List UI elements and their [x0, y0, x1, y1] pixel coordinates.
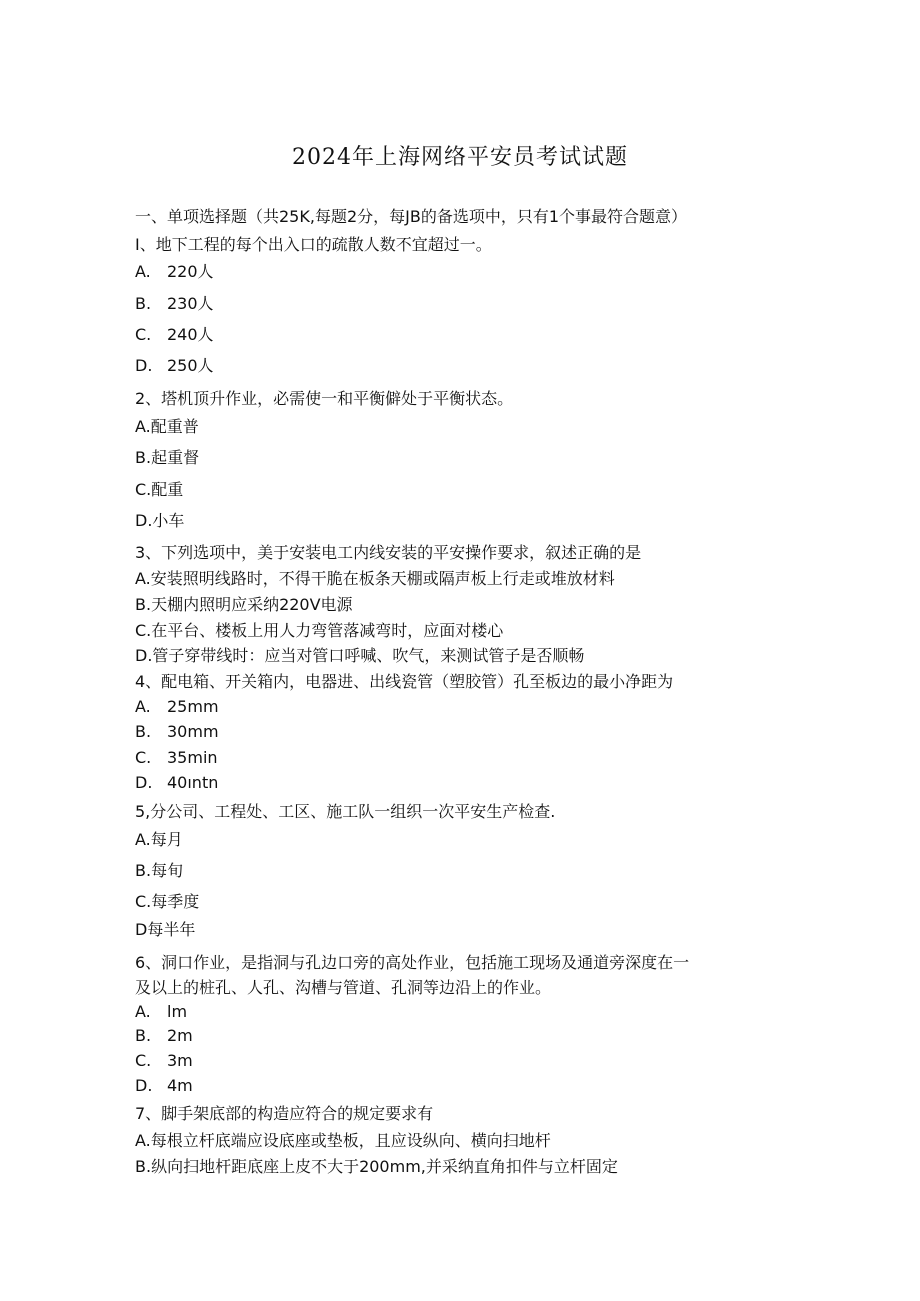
question-4-option-a — [135, 697, 219, 717]
question-3-option-a: A.安装照明线路时，不得干脆在板条天棚或隔声板上行走或堆放材料 — [135, 569, 615, 588]
question-4-stem: 4、配电箱、开关箱内，电器进、出线瓷管（塑胶管）孔至板边的最小净距为 — [135, 672, 674, 691]
option-letter: D. — [135, 773, 153, 792]
option-text: 25mm — [167, 697, 219, 716]
section-heading: 一、单项选择题（共25K,每题2分，每JB的备选项中，只有1个事最符合题意） — [135, 207, 687, 226]
question-4-option-c — [135, 748, 218, 768]
question-3-option-d: D.管子穿带线时：应当对管口呼喊、吹气，来测试管子是否顺畅 — [135, 646, 585, 665]
question-5-stem: 5,分公司、工程处、工区、施工队一组织一次平安生产检查. — [135, 802, 556, 821]
question-1-option-b — [135, 294, 214, 314]
question-1-option-d — [135, 356, 214, 376]
question-2-option-b: B.起重督 — [135, 448, 200, 467]
option-letter: D. — [135, 1076, 153, 1095]
option-letter: C. — [135, 1051, 152, 1070]
document-title: 2024年上海网络平安员考试试题 — [292, 145, 628, 170]
option-letter: A. — [135, 1002, 151, 1021]
option-text: 4m — [167, 1076, 193, 1095]
question-3-stem: 3、下列选项中，美于安装电工内线安装的平安操作要求，叙述正确的是 — [135, 543, 642, 562]
option-text: 220人 — [167, 262, 214, 281]
option-text: 40ıntn — [167, 773, 219, 792]
option-text: 240人 — [167, 325, 214, 344]
question-2-option-d: D.小车 — [135, 511, 185, 530]
question-6-option-b — [135, 1026, 193, 1046]
question-7-option-a: A.每根立杆底端应设底座或垫板，且应设纵向、横向扫地杆 — [135, 1131, 551, 1150]
option-letter: D. — [135, 356, 153, 375]
option-text: lm — [167, 1002, 188, 1021]
question-6-option-d — [135, 1076, 193, 1096]
option-text: 30mm — [167, 722, 219, 741]
question-3-option-c: C.在平台、楼板上用人力弯管落减弯时，应面对楼心 — [135, 621, 504, 640]
question-5-option-c: C.每季度 — [135, 892, 200, 911]
option-text: 3m — [167, 1051, 193, 1070]
question-2-stem: 2、塔机顶升作业，必需使一和平衡僻处于平衡状态。 — [135, 389, 514, 408]
question-1-option-a — [135, 262, 214, 282]
option-text: 230人 — [167, 294, 214, 313]
option-text: 250人 — [167, 356, 214, 375]
option-text: 35min — [167, 748, 218, 767]
question-4-option-d — [135, 773, 218, 793]
question-5-option-d: D每半年 — [135, 920, 196, 939]
question-7-stem: 7、脚手架底部的构造应符合的规定要求有 — [135, 1104, 434, 1123]
question-5-option-a: A.每月 — [135, 830, 183, 849]
question-3-option-b: B.天棚内照明应采纳220V电源 — [135, 595, 353, 614]
option-text: 2m — [167, 1026, 193, 1045]
option-letter: A. — [135, 262, 151, 281]
question-6-stem: 6、洞口作业，是指洞与孔边口旁的高处作业，包括施工现场及通道旁深度在一 — [135, 953, 690, 972]
question-1-stem: I、地下工程的每个出入口的疏散人数不宜超过一。 — [135, 235, 492, 254]
question-1-option-c — [135, 325, 214, 345]
question-5-option-b: B.每旬 — [135, 861, 184, 880]
question-2-option-a: A.配重普 — [135, 417, 199, 436]
option-letter: C. — [135, 748, 152, 767]
question-6-option-a — [135, 1002, 187, 1022]
option-letter: B. — [135, 722, 152, 741]
option-letter: B. — [135, 294, 152, 313]
question-7-option-b: B.纵向扫地杆距底座上皮不大于200mm,并采纳直角扣件与立杆固定 — [135, 1157, 618, 1176]
option-letter: B. — [135, 1026, 152, 1045]
question-2-option-c: C.配重 — [135, 480, 184, 499]
question-6-option-c — [135, 1051, 193, 1071]
option-letter: A. — [135, 697, 151, 716]
question-6-stem-continued: 及以上的桩孔、人孔、沟槽与管道、孔洞等边沿上的作业。 — [135, 978, 552, 997]
question-4-option-b — [135, 722, 219, 742]
option-letter: C. — [135, 325, 152, 344]
